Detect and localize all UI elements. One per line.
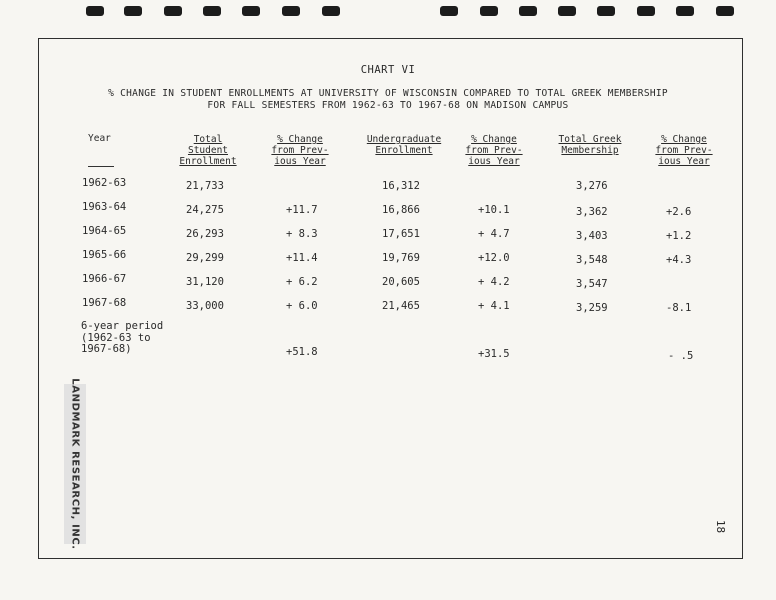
header-undergrad-change: % Change from Prev- ious Year [465,134,523,167]
greek-change-cell: +1.2 [666,230,692,242]
binder-hole [282,6,300,16]
year-cell: 1963-64 [82,201,127,213]
page-frame [38,38,743,559]
year-cell: 1964-65 [82,225,127,237]
binder-hole [716,6,734,16]
period-undergrad-change: +31.5 [478,348,510,360]
period-total-change: +51.8 [286,346,318,358]
header-total-change: % Change from Prev- ious Year [271,134,329,167]
greek-change-cell: -8.1 [666,302,692,314]
total-change-cell: +11.7 [286,204,318,216]
undergrad-enrollment-cell: 20,605 [382,276,420,288]
total-change-cell: + 8.3 [286,228,318,240]
binder-hole [676,6,694,16]
total-enrollment-cell: 33,000 [186,300,224,312]
period-label: 6-year period (1962-63 to 1967-68) [81,320,164,355]
binder-hole [203,6,221,16]
undergrad-change-cell: + 4.2 [478,276,510,288]
binder-hole [519,6,537,16]
stamp-text: LANDMARK RESEARCH, INC. [69,378,81,550]
greek-membership-cell: 3,548 [576,254,608,266]
binder-hole [440,6,458,16]
greek-membership-cell: 3,259 [576,302,608,314]
header-year: Year [88,133,111,144]
total-change-cell: +11.4 [286,252,318,264]
year-cell: 1962-63 [82,177,127,189]
year-cell: 1967-68 [82,297,127,309]
greek-change-cell: +4.3 [666,254,692,266]
greek-membership-cell: 3,547 [576,278,608,290]
header-greek-change: % Change from Prev- ious Year [655,134,713,167]
greek-membership-cell: 3,362 [576,206,608,218]
undergrad-enrollment-cell: 16,866 [382,204,420,216]
page-number: 18 [714,519,728,534]
undergrad-enrollment-cell: 17,651 [382,228,420,240]
landmark-research-stamp [64,378,86,550]
total-enrollment-cell: 24,275 [186,204,224,216]
undergrad-enrollment-cell: 19,769 [382,252,420,264]
header-total-enrollment: Total Student Enrollment [179,134,237,167]
binder-hole [124,6,142,16]
undergrad-enrollment-cell: 16,312 [382,180,420,192]
binder-hole [480,6,498,16]
header-greek-membership: Total Greek Membership [558,134,622,156]
undergrad-enrollment-cell: 21,465 [382,300,420,312]
binder-hole [164,6,182,16]
period-greek-change: - .5 [668,350,694,362]
binder-hole [637,6,655,16]
total-enrollment-cell: 31,120 [186,276,224,288]
year-header-rule [88,166,114,167]
binder-hole [322,6,340,16]
undergrad-change-cell: +10.1 [478,204,510,216]
title-line-2: FOR FALL SEMESTERS FROM 1962-63 TO 1967-68 ON MADISON CAMPUS [207,100,569,111]
total-enrollment-cell: 29,299 [186,252,224,264]
year-cell: 1966-67 [82,273,127,285]
undergrad-change-cell: + 4.7 [478,228,510,240]
binder-hole [597,6,615,16]
undergrad-change-cell: +12.0 [478,252,510,264]
greek-membership-cell: 3,276 [576,180,608,192]
undergrad-change-cell: + 4.1 [478,300,510,312]
binder-hole [86,6,104,16]
greek-change-cell: +2.6 [666,206,692,218]
total-enrollment-cell: 21,733 [186,180,224,192]
total-change-cell: + 6.2 [286,276,318,288]
header-undergrad-enrollment: Undergraduate Enrollment [366,134,442,156]
title-line-1: % CHANGE IN STUDENT ENROLLMENTS AT UNIVERSITY OF WISCONSIN COMPARED TO TOTAL GREEK MEMBERSHIP [108,88,668,99]
binder-hole [242,6,260,16]
total-enrollment-cell: 26,293 [186,228,224,240]
year-cell: 1965-66 [82,249,127,261]
total-change-cell: + 6.0 [286,300,318,312]
chart-label: CHART VI [360,64,416,76]
binder-hole [558,6,576,16]
greek-membership-cell: 3,403 [576,230,608,242]
